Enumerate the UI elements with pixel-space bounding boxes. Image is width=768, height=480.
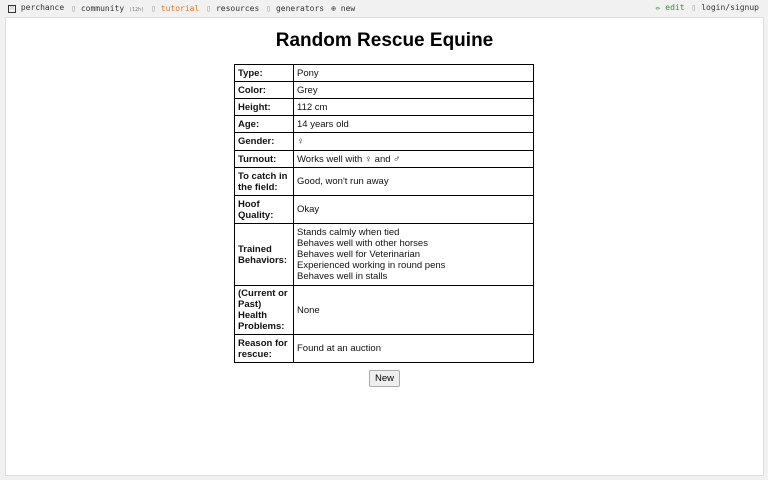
value-line: Behaves well in stalls	[297, 271, 388, 282]
row-value	[294, 116, 534, 133]
row-value	[294, 82, 534, 99]
separator-icon: ▯	[691, 3, 697, 12]
row-label: Type:	[235, 65, 294, 82]
login-link[interactable]	[692, 3, 759, 12]
table-row	[235, 151, 534, 168]
row-value	[294, 196, 534, 224]
row-label: To catch in the field:	[235, 168, 294, 196]
pencil-icon: ✏	[655, 3, 661, 12]
value-line: Found at an auction	[297, 343, 381, 354]
tutorial-label: tutorial	[160, 3, 200, 13]
row-value	[294, 224, 534, 286]
row-label: Age:	[235, 116, 294, 133]
table-row	[235, 335, 534, 363]
brand-label: perchance	[20, 3, 65, 12]
table-row	[235, 224, 534, 286]
row-label: Color:	[235, 82, 294, 99]
separator-icon: ▯	[266, 3, 272, 13]
row-label: Reason for rescue:	[235, 335, 294, 363]
separator-icon: ▯	[71, 3, 77, 13]
row-value	[294, 65, 534, 82]
value-line: Works well with ♀ and ♂	[297, 153, 401, 165]
login-label: login/signup	[701, 3, 759, 12]
row-value	[294, 151, 534, 168]
table-row	[235, 196, 534, 224]
value-line: Behaves well for Veterinarian	[297, 249, 421, 260]
resources-link[interactable]	[206, 4, 259, 13]
row-label: Hoof Quality:	[235, 196, 294, 224]
new-label: new	[340, 3, 356, 13]
value-line: ♀	[297, 136, 305, 147]
equine-table	[234, 64, 534, 363]
row-value	[294, 99, 534, 116]
table-row	[235, 133, 534, 151]
new-button[interactable]: New	[369, 370, 400, 387]
row-value	[294, 168, 534, 196]
table-row	[235, 82, 534, 99]
edit-label: edit	[665, 3, 685, 12]
separator-icon: ▯	[151, 3, 156, 13]
community-count: (12h)	[129, 6, 145, 13]
value-line: None	[297, 304, 320, 316]
edit-link[interactable]	[656, 3, 685, 12]
new-link[interactable]	[331, 4, 355, 13]
value-line: 112 cm	[297, 101, 328, 113]
value-line: Experienced working in round pens	[297, 260, 446, 271]
table-row	[235, 286, 534, 335]
row-value	[294, 286, 534, 335]
table-row	[235, 65, 534, 82]
generator-output-panel	[5, 17, 764, 476]
value-line: Stands calmly when tied	[297, 227, 400, 238]
community-link[interactable]	[71, 4, 144, 13]
tutorial-link[interactable]	[151, 4, 199, 13]
row-label: Height:	[235, 99, 294, 116]
table-row	[235, 168, 534, 196]
value-line: Okay	[297, 204, 320, 215]
generators-link[interactable]	[266, 4, 324, 13]
value-line: 14 years old	[297, 118, 349, 130]
row-value	[294, 335, 534, 363]
row-value	[294, 133, 534, 151]
table-row	[235, 116, 534, 133]
separator-icon: ▯	[206, 3, 212, 13]
generators-label: generators	[275, 3, 325, 13]
row-label: (Current or Past) Health Problems:	[235, 286, 294, 335]
top-nav-bar	[0, 0, 768, 17]
dice-icon: ⁙	[9, 5, 15, 12]
value-line: Grey	[297, 84, 318, 96]
value-line: Pony	[297, 67, 319, 79]
row-label: Gender:	[235, 133, 294, 151]
row-label: Turnout:	[235, 151, 294, 168]
perchance-link[interactable]	[8, 3, 64, 13]
value-line: Good, won't run away	[297, 176, 389, 187]
row-label: Trained Behaviors:	[235, 224, 294, 286]
table-row	[235, 99, 534, 116]
page-title: Random Rescue Equine	[275, 30, 494, 51]
plus-circle-icon: ⊕	[331, 3, 336, 13]
community-label: community	[80, 3, 125, 13]
value-line: Behaves well with other horses	[297, 238, 428, 249]
resources-label: resources	[215, 3, 260, 13]
